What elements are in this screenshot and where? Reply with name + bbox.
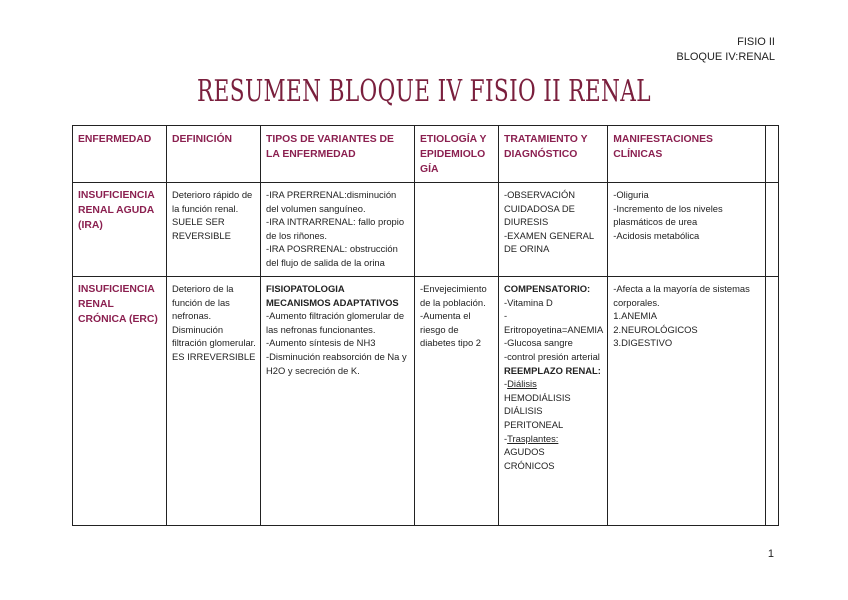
col-header-tratamiento: TRATAMIENTO Y DIAGNÓSTICO xyxy=(499,126,608,183)
definition-ira: Deterioro rápido de la función renal. SUELE SER REVERSIBLE xyxy=(167,183,261,277)
variants-erc: FISIOPATOLOGIA MECANISMOS ADAPTATIVOS -Aumento filtración glomerular de las nefronas funcionantes. -Aumento síntesis de NH3 -Disminución reabsorción de Na y H2O y secreción de K. xyxy=(261,277,415,526)
col-header-definicion: DEFINICIÓN xyxy=(167,126,261,183)
manifestations-ira: -Oliguria -Incremento de los niveles plasmáticos de urea -Acidosis metabólica xyxy=(608,183,766,277)
definition-erc: Deterioro de la función de las nefronas. Disminución filtración glomerular. ES IRREVERSIBLE xyxy=(167,277,261,526)
summary-table xyxy=(72,125,779,526)
page-title: RESUMEN BLOQUE IV FISIO II RENAL xyxy=(197,74,651,109)
col-header-blank xyxy=(766,126,779,183)
blank-cell-erc xyxy=(766,277,779,526)
etiology-ira xyxy=(415,183,499,277)
etiology-erc: -Envejecimiento de la población. -Aumenta el riesgo de diabetes tipo 2 xyxy=(415,277,499,526)
col-header-manifestaciones: MANIFESTACIONES CLÍNICAS xyxy=(608,126,766,183)
disease-name-erc: INSUFICIENCIA RENAL CRÓNICA (ERC) xyxy=(73,277,167,526)
header-block: BLOQUE IV:RENAL xyxy=(676,51,775,63)
disease-name-ira: INSUFICIENCIA RENAL AGUDA (IRA) xyxy=(73,183,167,277)
table-row-ira xyxy=(73,183,779,277)
variants-ira: -IRA PRERRENAL:disminución del volumen sanguíneo. -IRA INTRARRENAL: fallo propio de los riñones. -IRA POSRRENAL: obstrucción del flujo de salida de la orina xyxy=(261,183,415,277)
blank-cell-ira xyxy=(766,183,779,277)
table-header-row xyxy=(73,126,779,183)
treatment-ira: -OBSERVACIÓN CUIDADOSA DE DIURESIS -EXAMEN GENERAL DE ORINA xyxy=(499,183,608,277)
header-course: FISIO II xyxy=(737,36,775,48)
col-header-enfermedad: ENFERMEDAD xyxy=(73,126,167,183)
table-row-erc xyxy=(73,277,779,526)
manifestations-erc: -Afecta a la mayoría de sistemas corporales. 1.ANEMIA 2.NEUROLÓGICOS 3.DIGESTIVO xyxy=(608,277,766,526)
treatment-erc: COMPENSATORIO: -Vitamina D -Eritropoyetina=ANEMIA -Glucosa sangre -control presión arterial REEMPLAZO RENAL: -Diálisis HEMODIÁLISIS DIÁLISIS PERITONEAL -Trasplantes: AGUDOS CRÓNICOS xyxy=(499,277,608,526)
page-number: 1 xyxy=(767,548,774,560)
col-header-etiologia: ETIOLOGÍA Y EPIDEMIOLO GÍA xyxy=(415,126,499,183)
col-header-tipos: TIPOS DE VARIANTES DE LA ENFERMEDAD xyxy=(261,126,415,183)
